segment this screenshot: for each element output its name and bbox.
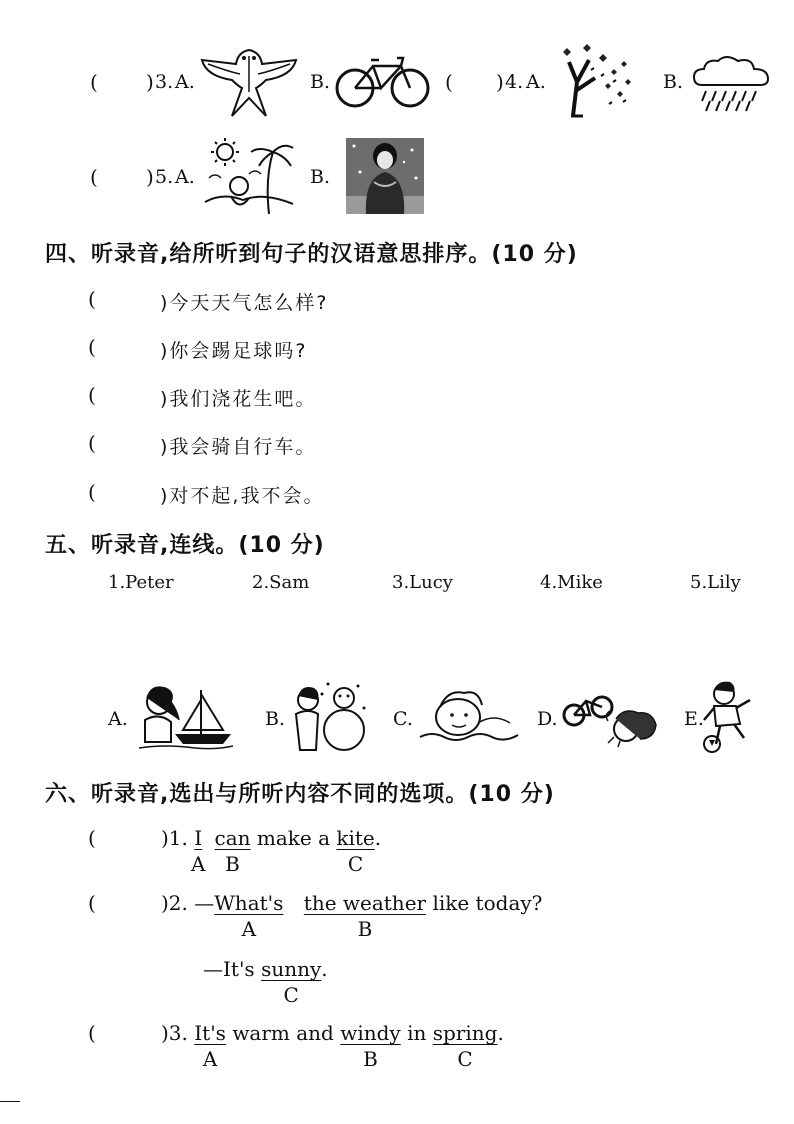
answer-paren-open[interactable]: ( — [88, 826, 96, 850]
answer-paren-open[interactable]: ( — [88, 431, 96, 455]
question-sentence — [161, 826, 382, 876]
question-number: 4. — [505, 71, 524, 93]
kite-icon[interactable] — [200, 42, 298, 118]
name-item[interactable]: 4.Mike — [540, 572, 603, 593]
question-number: )2. — [161, 891, 188, 915]
period: . — [321, 957, 328, 981]
section-heading: 六、听录音,选出与所听内容不同的选项。(10 分) — [45, 782, 555, 807]
picture-label: C. — [393, 708, 413, 730]
rainy-cloud-icon[interactable] — [692, 55, 770, 113]
option-a-label: A — [190, 852, 206, 876]
sentence-text: like today? — [432, 891, 543, 915]
option-a-word[interactable]: $\frac{It's}{A}$ — [194, 1021, 226, 1071]
option-b-word[interactable]: can B — [214, 826, 251, 876]
question-sentence — [161, 891, 543, 941]
option-c-word[interactable]: spring C — [432, 1021, 498, 1071]
dash: — — [194, 891, 215, 915]
answer-paren-close: ) — [146, 70, 154, 94]
sentence-text: warm and — [232, 1021, 334, 1045]
page-corner-mark — [0, 1101, 20, 1102]
option-c-word[interactable]: kite C — [336, 826, 375, 876]
option-b-label: B. — [310, 166, 331, 188]
sentence-item: )今天天气怎么样? — [160, 292, 329, 314]
bicycle-icon[interactable] — [335, 52, 430, 108]
sentence-item: )对不起,我不会。 — [160, 485, 325, 507]
option-b-label: B — [225, 852, 240, 876]
picture-label: A. — [108, 708, 128, 730]
option-a-label: A. — [526, 71, 546, 93]
answer-paren-open[interactable]: ( — [88, 335, 96, 359]
period: . — [497, 1021, 504, 1045]
option-a-label: A. — [175, 166, 195, 188]
picture-label: D. — [537, 708, 558, 730]
option-c-label: C — [457, 1047, 473, 1071]
sentence-item: )我们浇花生吧。 — [160, 388, 317, 410]
sentence-item: )我会骑自行车。 — [160, 436, 317, 458]
sentence-text: in — [407, 1021, 427, 1045]
sentence-item: )你会踢足球吗? — [160, 340, 308, 362]
name-item[interactable]: 1.Peter — [108, 572, 174, 593]
answer-sentence — [203, 957, 328, 1007]
question-sentence — [161, 1021, 504, 1071]
option-b-label: B — [363, 1047, 378, 1071]
answer-paren-close: ) — [496, 70, 504, 94]
name-item[interactable]: 5.Lily — [690, 572, 741, 593]
girl-snowman-icon[interactable] — [292, 680, 368, 752]
answer-paren-open[interactable]: ( — [88, 1021, 96, 1045]
question-number: 5. — [155, 166, 174, 188]
windy-tree-icon[interactable] — [555, 42, 635, 117]
question-number: )3. — [161, 1021, 188, 1045]
name-item[interactable]: 3.Lucy — [392, 572, 453, 593]
picture-label: E. — [684, 708, 704, 730]
option-c-label: C — [283, 983, 299, 1007]
option-b-word[interactable]: the weather B — [303, 891, 427, 941]
sunny-beach-icon[interactable] — [203, 138, 295, 216]
answer-paren-open[interactable]: ( — [88, 480, 96, 504]
sentence-text: —It's — [203, 957, 255, 981]
option-c-label: C — [347, 852, 364, 876]
answer-paren-open[interactable]: ( — [88, 891, 96, 915]
name-item[interactable]: 2.Sam — [252, 572, 310, 593]
sentence-text: make a — [256, 826, 331, 850]
swimmer-icon[interactable] — [418, 683, 520, 749]
answer-paren-close: ) — [146, 165, 154, 189]
option-b-word[interactable]: windy B — [340, 1021, 401, 1071]
option-b-label: B. — [310, 71, 331, 93]
answer-paren-open[interactable]: ( — [445, 70, 453, 94]
bike-crash-icon[interactable] — [560, 685, 660, 747]
option-a-word[interactable]: $\frac{I}{A}$ — [190, 826, 206, 876]
option-b-label: B. — [663, 71, 684, 93]
section-heading: 五、听录音,连线。(10 分) — [45, 533, 325, 558]
option-a-word[interactable]: What's A — [214, 891, 284, 941]
question-number: 3. — [155, 71, 174, 93]
option-c-word[interactable]: sunny C — [261, 957, 322, 1007]
answer-paren-open[interactable]: ( — [90, 70, 98, 94]
option-a-label: A — [241, 917, 257, 941]
option-a-label: A — [202, 1047, 218, 1071]
answer-paren-open[interactable]: ( — [88, 287, 96, 311]
cold-girl-icon[interactable] — [346, 138, 424, 214]
option-b-label: B — [357, 917, 373, 941]
answer-paren-open[interactable]: ( — [90, 165, 98, 189]
period: . — [374, 826, 382, 850]
section-heading: 四、听录音,给所听到句子的汉语意思排序。(10 分) — [45, 242, 578, 267]
option-a-label: A. — [175, 71, 195, 93]
girl-boat-icon[interactable] — [135, 680, 235, 752]
picture-label: B. — [265, 708, 286, 730]
boy-football-icon[interactable] — [700, 678, 758, 754]
question-number: )1. — [161, 826, 188, 850]
answer-paren-open[interactable]: ( — [88, 383, 96, 407]
